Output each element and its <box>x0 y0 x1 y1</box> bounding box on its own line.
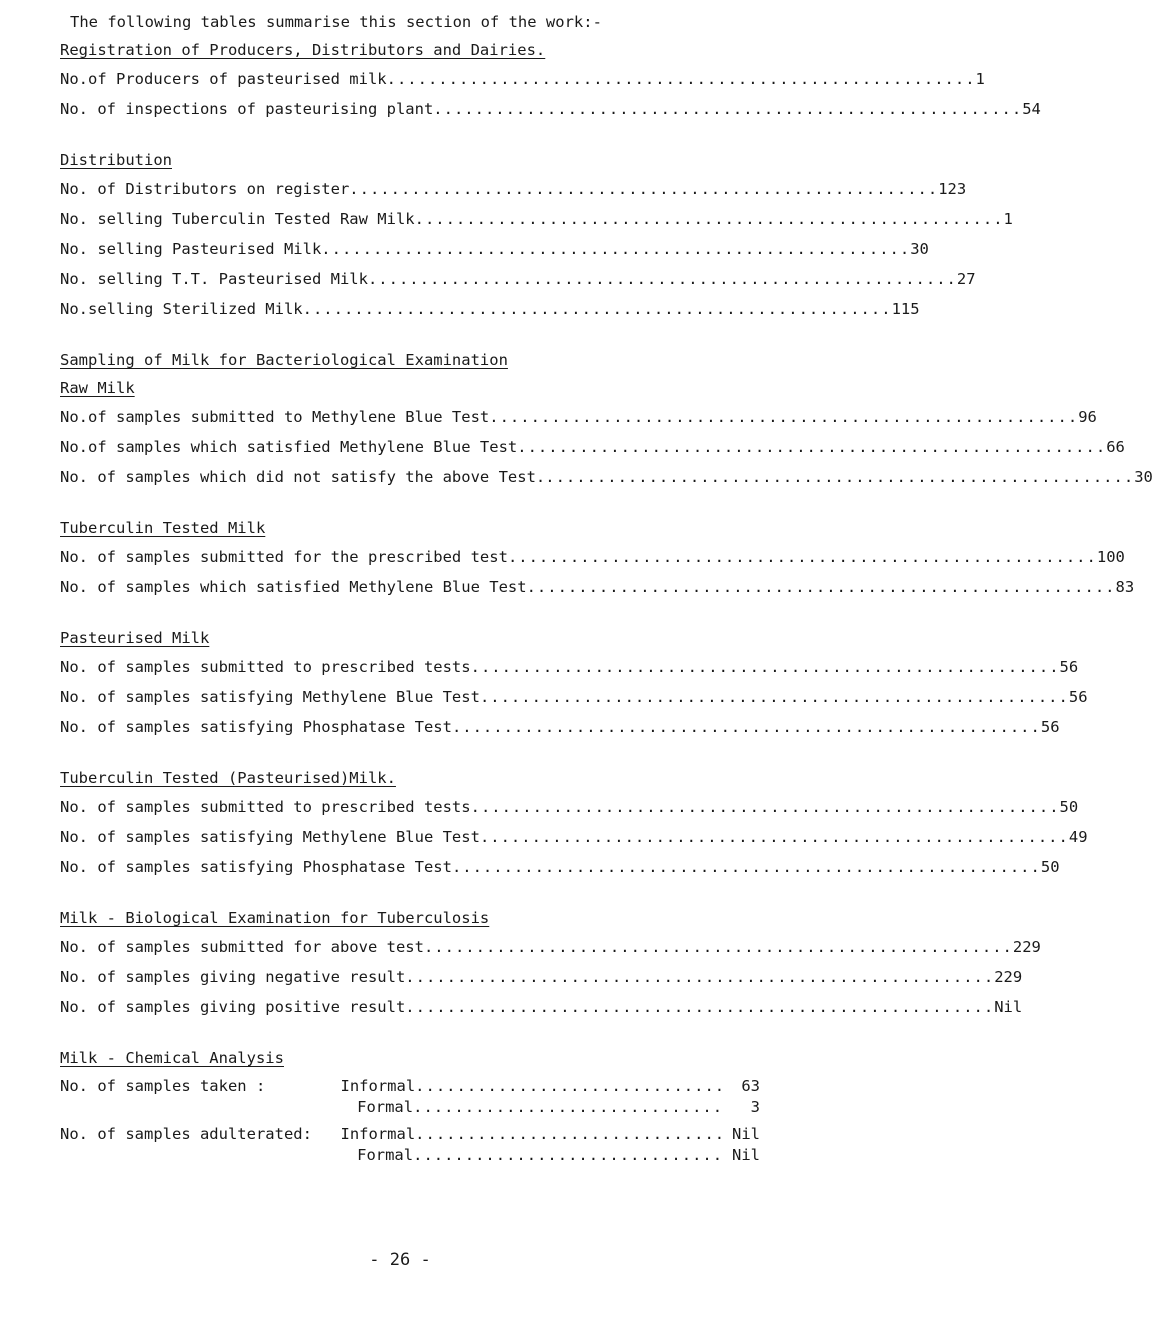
table-row: No. of samples which did not satisfy the above Test. ......................................................... 30 <box>60 462 760 492</box>
table-row: No. of samples submitted to prescribed tests ......................................................... 56 <box>60 652 760 682</box>
section-pasteurised <box>60 624 1088 742</box>
row-value: Nil <box>732 1146 760 1164</box>
table-row: No. of samples submitted to prescribed tests ......................................................... 50 <box>60 792 760 822</box>
table-row: No. of samples satisfying Phosphatase Test ......................................................... 50 <box>60 852 760 882</box>
row-value: 123 <box>938 180 967 198</box>
row-value: 100 <box>1096 548 1125 566</box>
table-row: No. of samples adulterated: Informal .............................. Nil <box>60 1125 760 1143</box>
section-distribution <box>60 146 1013 324</box>
row-value: 115 <box>891 300 920 318</box>
section-subheading: Raw Milk <box>60 379 135 397</box>
row-value: 49 <box>1068 828 1088 846</box>
section-biological <box>60 904 1041 1022</box>
row-value: 27 <box>956 270 976 288</box>
row-value: Nil <box>994 998 1023 1016</box>
section-heading: Milk - Biological Examination for Tuberculosis <box>60 909 490 927</box>
section-chemical <box>60 1044 760 1166</box>
table-row: No. of samples which satisfied Methylene Blue Test ......................................................... 83 <box>60 572 760 602</box>
row-value: 1 <box>975 70 985 88</box>
row-value: 50 <box>1040 858 1060 876</box>
table-row: No. of samples satisfying Phosphatase Test ......................................................... 56 <box>60 712 760 742</box>
row-value: 229 <box>994 968 1023 986</box>
section-sampling <box>60 346 1153 492</box>
row-value: Nil <box>732 1125 760 1143</box>
table-row: Formal .............................. Nil <box>357 1146 760 1164</box>
row-value: 30 <box>1134 468 1153 486</box>
table-row: No. of inspections of pasteurising plant ......................................................... 54 <box>60 94 760 124</box>
table-row: No. of samples submitted for above test ......................................................... 229 <box>60 932 760 962</box>
section-heading: Sampling of Milk for Bacteriological Examination <box>60 351 508 369</box>
row-value: 56 <box>1068 688 1088 706</box>
section-heading: Tuberculin Tested (Pasteurised)Milk. <box>60 769 396 787</box>
row-value: 229 <box>1012 938 1041 956</box>
table-row: No. of Distributors on register ......................................................... 123 <box>60 174 760 204</box>
row-value: 1 <box>1003 210 1013 228</box>
row-value: 56 <box>1040 718 1060 736</box>
section-tt-milk <box>60 514 1135 602</box>
page-number: - 26 - <box>369 1250 431 1270</box>
intro-text: The following tables summarise this section of the work:- <box>70 13 602 31</box>
section-tt-pasteurised <box>60 764 1088 882</box>
table-row: No. of samples giving positive result ......................................................... Nil <box>60 992 760 1022</box>
table-row: No.of Producers of pasteurised milk ......................................................... 1 <box>60 64 760 94</box>
table-row: No.of samples submitted to Methylene Blue Test ......................................................... 96 <box>60 402 760 432</box>
table-row: No. of samples taken : Informal .............................. 63 <box>60 1077 760 1095</box>
table-row: No.of samples which satisfied Methylene Blue Test ......................................................... 66 <box>60 432 760 462</box>
table-row: No. of samples submitted for the prescribed test ......................................................... 100 <box>60 542 760 572</box>
section-heading: Tuberculin Tested Milk <box>60 519 266 537</box>
row-value: 50 <box>1059 798 1079 816</box>
section-heading: Distribution <box>60 151 172 169</box>
table-row: No. selling Pasteurised Milk ......................................................... 30 <box>60 234 760 264</box>
row-value: 30 <box>910 240 929 258</box>
row-value: 96 <box>1078 408 1097 426</box>
row-value: 66 <box>1106 438 1125 456</box>
section-heading: Registration of Producers, Distributors and Dairies. <box>60 41 546 59</box>
row-value: 83 <box>1115 578 1135 596</box>
table-row: No. of samples satisfying Methylene Blue Test ......................................................... 56 <box>60 682 760 712</box>
row-value: 63 <box>741 1077 760 1095</box>
document-page <box>60 8 1153 1166</box>
section-registration <box>60 36 1041 124</box>
table-row: No. selling T.T. Pasteurised Milk ......................................................... 27 <box>60 264 760 294</box>
chem-group-adulterated <box>60 1124 760 1166</box>
table-row: Formal .............................. 3 <box>357 1098 760 1116</box>
section-heading: Pasteurised Milk <box>60 629 210 647</box>
table-row: No.selling Sterilized Milk ......................................................... 115 <box>60 294 760 324</box>
chem-group-taken <box>60 1076 760 1118</box>
row-value: 3 <box>750 1098 760 1116</box>
table-row: No. of samples satisfying Methylene Blue Test ......................................................... 49 <box>60 822 760 852</box>
row-value: 56 <box>1059 658 1079 676</box>
section-heading: Milk - Chemical Analysis <box>60 1049 284 1067</box>
table-row: No. of samples giving negative result ......................................................... 229 <box>60 962 760 992</box>
row-value: 54 <box>1022 100 1041 118</box>
table-row: No. selling Tuberculin Tested Raw Milk ......................................................... 1 <box>60 204 760 234</box>
